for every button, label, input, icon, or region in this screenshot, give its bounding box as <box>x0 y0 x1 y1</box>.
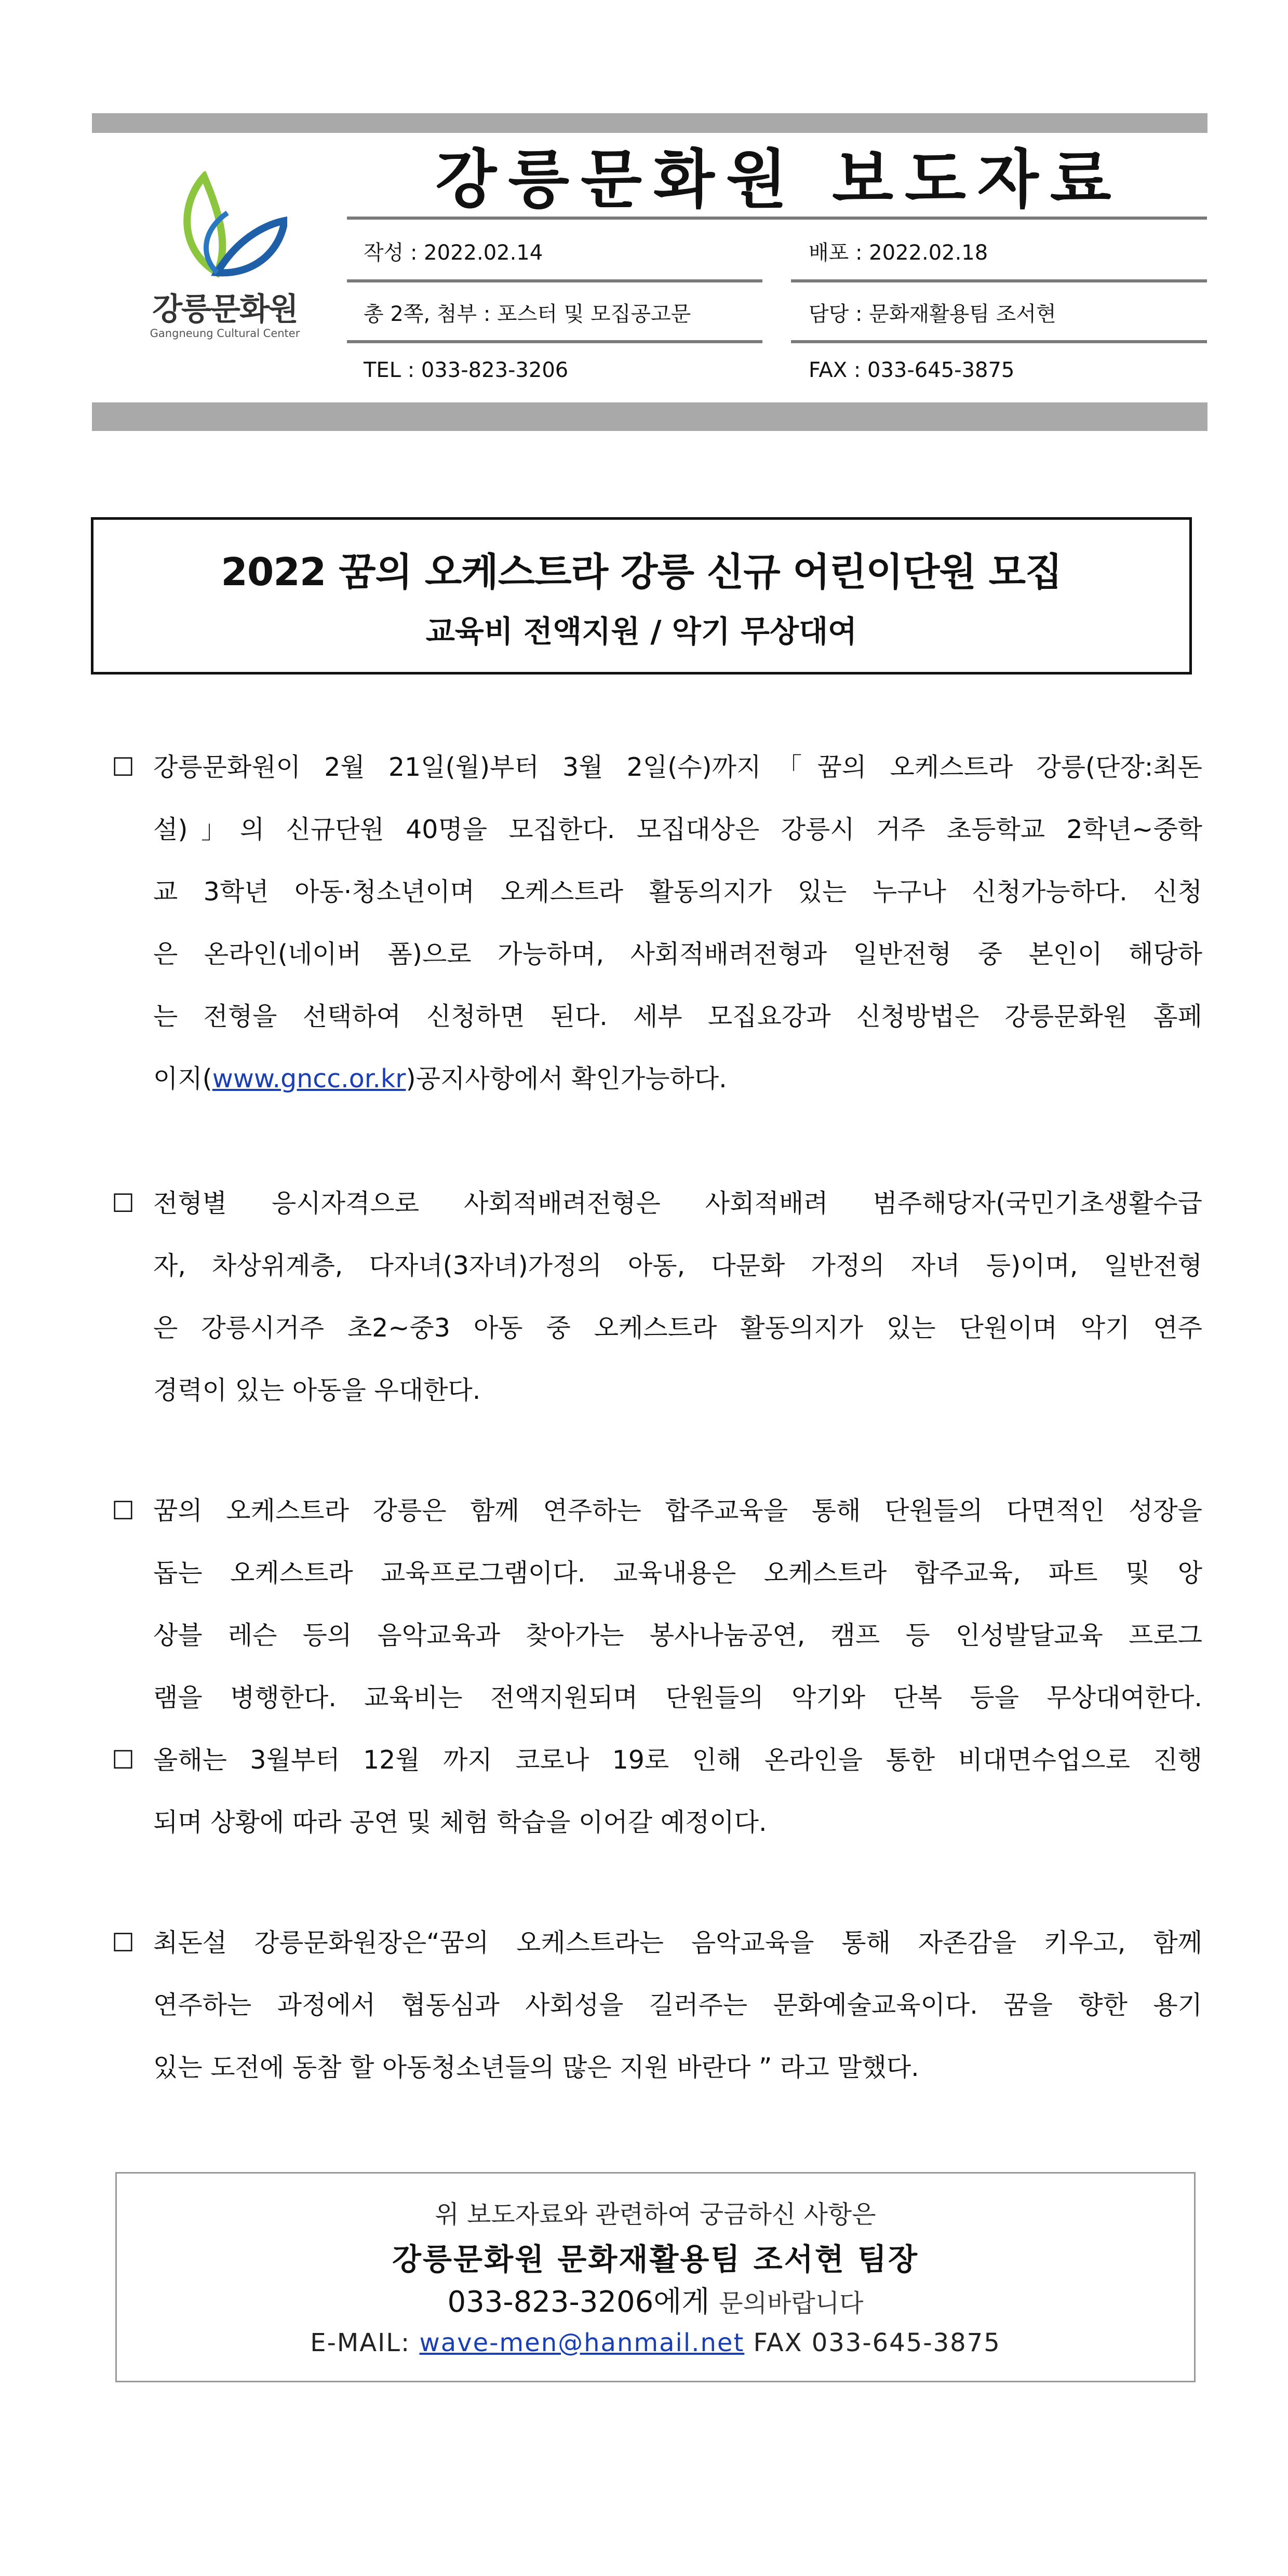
logo-subtitle: Gangneung Cultural Center <box>150 327 300 340</box>
paragraph-line: 되며 상황에 따라 공연 및 체험 학습을 이어갈 예정이다. <box>153 1808 767 1837</box>
divider <box>791 279 1207 282</box>
divider <box>791 340 1207 343</box>
paragraph-line: 자, 차상위계층, 다자녀(3자녀)가정의 아동, 다문화 가정의 자녀 등)이며, 일반전형 <box>153 1251 1202 1280</box>
leaf-logo-icon <box>168 171 287 280</box>
contact-phone-line <box>117 2279 1194 2321</box>
paragraph-2 <box>112 1172 1202 1422</box>
contact-phone: 033-823-3206에게 <box>447 2285 710 2319</box>
paragraph-line: 상블 레슨 등의 음악교육과 찾아가는 봉사나눔공연, 캠프 등 인성발달교육 프로그 <box>153 1621 1202 1650</box>
paragraph-line: 있는 도전에 동참 할 아동청소년들의 많은 지원 바란다 ” 라고 말했다. <box>153 2053 919 2082</box>
paragraph-line: )공지사항에서 확인가능하다. <box>406 1064 727 1094</box>
document-title: 강릉문화원 보도자료 <box>435 143 1123 217</box>
checkbox-bullet-icon: ☐ <box>112 1745 135 1775</box>
paragraph-4 <box>112 1729 1202 1854</box>
paragraph-line: 연주하는 과정에서 협동심과 사회성을 길러주는 문화예술교육이다. 꿈을 향한 용기 <box>153 1990 1202 2020</box>
contact-inquiry: 문의바랍니다 <box>719 2289 864 2318</box>
logo <box>139 171 311 348</box>
logo-name: 강릉문화원 <box>152 291 298 328</box>
paragraph-line: 꿈의 오케스트라 강릉은 함께 연주하는 합주교육을 통해 단원들의 다면적인 성장을 <box>153 1496 1202 1526</box>
paragraph-line: 최돈설 강릉문화원장은“꿈의 오케스트라는 음악교육을 통해 자존감을 키우고, 함께 <box>153 1928 1202 1958</box>
page-count: 총 2쪽, 첨부 : 포스터 및 모집공고문 <box>364 302 691 326</box>
paragraph-line: 올해는 3월부터 12월 까지 코로나 19로 인해 온라인을 통한 비대면수업으로 진행 <box>153 1745 1202 1775</box>
paragraph-line: 설)」의 신규단원 40명을 모집한다. 모집대상은 강릉시 거주 초등학교 2학년~중학 <box>153 815 1202 844</box>
contact-intro: 위 보도자료와 관련하여 궁금하신 사항은 <box>435 2200 876 2229</box>
paragraph-line: 경력이 있는 아동을 우대한다. <box>153 1375 481 1405</box>
tel-number: TEL : 033-823-3206 <box>364 358 569 382</box>
divider <box>347 340 762 343</box>
email-link[interactable]: wave-men@hanmail.net <box>419 2328 745 2357</box>
paragraph-line: 은 온라인(네이버 폼)으로 가능하며, 사회적배려전형과 일반전형 중 본인이 해당하 <box>153 939 1202 969</box>
paragraph-line: 이지( <box>153 1064 212 1094</box>
paragraph-line: 는 전형을 선택하여 신청하면 된다. 세부 모집요강과 신청방법은 강릉문화원 홈페 <box>153 1002 1202 1031</box>
header-bottom-bar <box>92 402 1208 431</box>
homepage-link[interactable]: www.gncc.or.kr <box>212 1064 406 1094</box>
paragraph-1 <box>112 736 1202 1110</box>
fax-number: FAX : 033-645-3875 <box>809 358 1015 382</box>
contact-fax: FAX 033-645-3875 <box>753 2328 1001 2357</box>
contact-box <box>115 2172 1196 2382</box>
paragraph-3 <box>112 1480 1202 1729</box>
divider <box>347 217 1207 220</box>
headline: 2022 꿈의 오케스트라 강릉 신규 어린이단원 모집 <box>221 550 1062 595</box>
paragraph-5 <box>112 1912 1202 2099</box>
checkbox-bullet-icon: ☐ <box>112 1496 135 1526</box>
checkbox-bullet-icon: ☐ <box>112 1928 135 1958</box>
divider <box>347 279 762 282</box>
checkbox-bullet-icon: ☐ <box>112 752 135 782</box>
written-date: 작성 : 2022.02.14 <box>364 241 543 265</box>
subheadline: 교육비 전액지원 / 악기 무상대여 <box>425 614 857 649</box>
paragraph-line: 은 강릉시거주 초2~중3 아동 중 오케스트라 활동의지가 있는 단원이며 악기 연주 <box>153 1313 1202 1343</box>
paragraph-line: 교 3학년 아동·청소년이며 오케스트라 활동의지가 있는 누구나 신청가능하다. 신청 <box>153 877 1202 907</box>
contact-email-line <box>117 2328 1194 2357</box>
checkbox-bullet-icon: ☐ <box>112 1189 135 1218</box>
distributed-date: 배포 : 2022.02.18 <box>809 241 988 265</box>
paragraph-line: 강릉문화원이 2월 21일(월)부터 3월 2일(수)까지「꿈의 오케스트라 강릉(단장:최돈 <box>153 752 1202 782</box>
paragraph-line: 램을 병행한다. 교육비는 전액지원되며 단원들의 악기와 단복 등을 무상대여한다. <box>153 1683 1202 1712</box>
paragraph-line: 돕는 오케스트라 교육프로그램이다. 교육내용은 오케스트라 합주교육, 파트 및 앙 <box>153 1558 1202 1588</box>
paragraph-line: 전형별 응시자격으로 사회적배려전형은 사회적배려 범주해당자(국민기초생활수급 <box>153 1189 1202 1218</box>
headline-box <box>91 517 1192 675</box>
contact-team: 강릉문화원 문화재활용팀 조서현 팀장 <box>392 2242 919 2277</box>
contact-person: 담당 : 문화재활용팀 조서현 <box>809 302 1056 326</box>
email-label: E-MAIL: <box>310 2328 411 2357</box>
